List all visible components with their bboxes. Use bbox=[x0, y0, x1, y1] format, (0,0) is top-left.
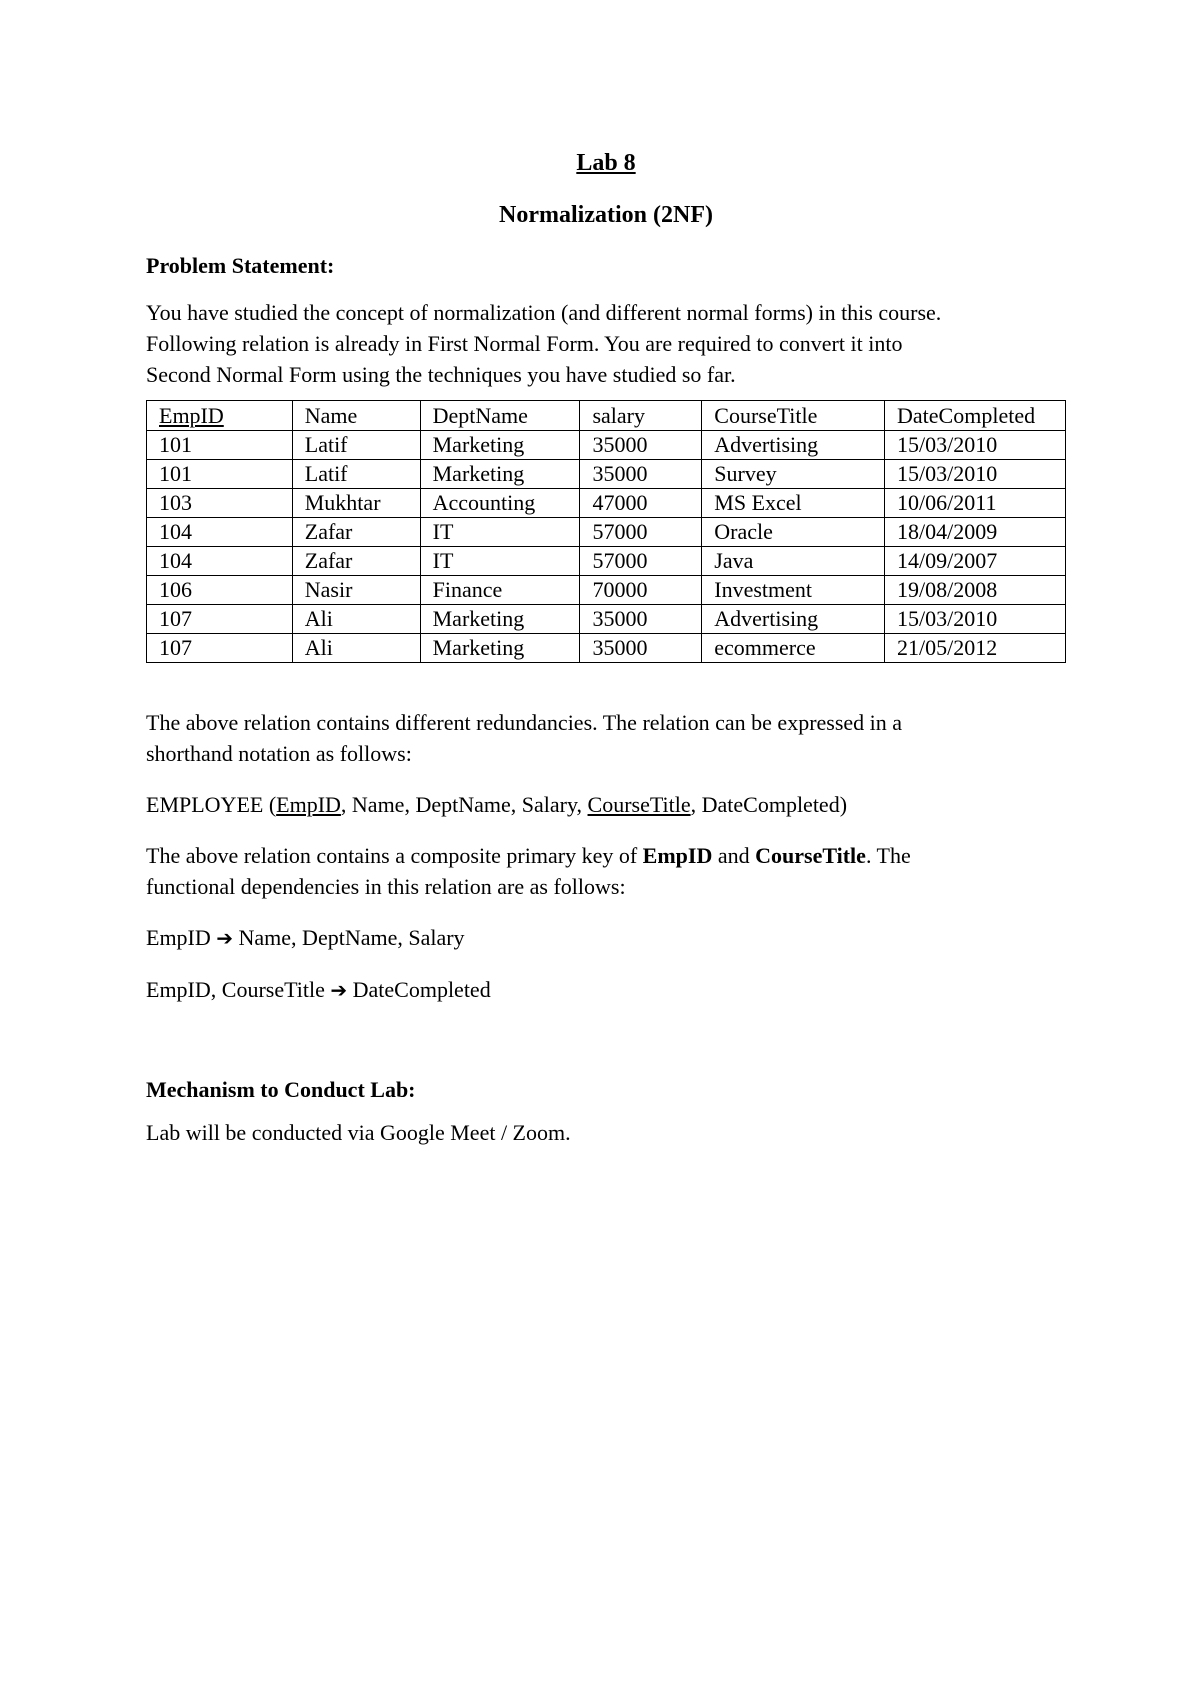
table-cell: Ali bbox=[292, 605, 420, 634]
table-cell: Marketing bbox=[420, 460, 580, 489]
table-cell: 18/04/2009 bbox=[885, 518, 1066, 547]
primary-key-empid: EmpID bbox=[276, 792, 341, 817]
table-cell: Finance bbox=[420, 576, 580, 605]
functional-dependency-2: EmpID, CourseTitle ➔ DateCompleted bbox=[146, 977, 491, 1002]
table-cell: Zafar bbox=[292, 518, 420, 547]
table-cell: 15/03/2010 bbox=[885, 605, 1066, 634]
column-header-deptname: DeptName bbox=[420, 401, 580, 431]
table-cell: IT bbox=[420, 518, 580, 547]
primary-key-paragraph bbox=[146, 840, 1066, 902]
table-row bbox=[147, 460, 1066, 489]
intro-line: Second Normal Form using the techniques you have studied so far. bbox=[146, 362, 736, 387]
mechanism-text: Lab will be conducted via Google Meet / Zoom. bbox=[146, 1120, 571, 1145]
table-cell: Latif bbox=[292, 431, 420, 460]
column-header-empid: EmpID bbox=[147, 401, 293, 431]
table-cell: Java bbox=[702, 547, 885, 576]
table-row bbox=[147, 518, 1066, 547]
intro-line: You have studied the concept of normalization (and different normal forms) in this course. bbox=[146, 300, 942, 325]
table-cell: Accounting bbox=[420, 489, 580, 518]
document-content bbox=[146, 148, 1066, 1148]
table-cell: 14/09/2007 bbox=[885, 547, 1066, 576]
table-header-row bbox=[147, 401, 1066, 431]
table-row bbox=[147, 489, 1066, 518]
table-cell: Survey bbox=[702, 460, 885, 489]
table-cell: Marketing bbox=[420, 431, 580, 460]
table-cell: 35000 bbox=[580, 431, 702, 460]
table-cell: Investment bbox=[702, 576, 885, 605]
intro-line: Following relation is already in First Normal Form. You are required to convert it into bbox=[146, 331, 903, 356]
column-header-name: Name bbox=[292, 401, 420, 431]
table-cell: 101 bbox=[147, 431, 293, 460]
column-header-salary: salary bbox=[580, 401, 702, 431]
problem-statement-heading: Problem Statement: bbox=[146, 253, 335, 278]
table-cell: 57000 bbox=[580, 547, 702, 576]
table-cell: Advertising bbox=[702, 431, 885, 460]
right-arrow-icon: ➔ bbox=[216, 926, 234, 950]
mechanism-heading: Mechanism to Conduct Lab: bbox=[146, 1077, 416, 1102]
table-cell: Marketing bbox=[420, 634, 580, 663]
table-cell: 70000 bbox=[580, 576, 702, 605]
table-cell: 101 bbox=[147, 460, 293, 489]
column-header-coursetitle: CourseTitle bbox=[702, 401, 885, 431]
table-row bbox=[147, 634, 1066, 663]
table-cell: 103 bbox=[147, 489, 293, 518]
redundancy-paragraph bbox=[146, 707, 1066, 769]
right-arrow-icon: ➔ bbox=[330, 978, 348, 1002]
table-cell: 107 bbox=[147, 605, 293, 634]
table-cell: Latif bbox=[292, 460, 420, 489]
primary-key-line: functional dependencies in this relation are as follows: bbox=[146, 874, 626, 899]
table-cell: 57000 bbox=[580, 518, 702, 547]
table-row bbox=[147, 605, 1066, 634]
table-cell: 21/05/2012 bbox=[885, 634, 1066, 663]
table-row bbox=[147, 431, 1066, 460]
page-title: Lab 8 bbox=[576, 150, 636, 176]
table-cell: 15/03/2010 bbox=[885, 460, 1066, 489]
primary-key-coursetitle: CourseTitle bbox=[587, 792, 691, 817]
table-cell: Ali bbox=[292, 634, 420, 663]
table-cell: 19/08/2008 bbox=[885, 576, 1066, 605]
table-cell: 35000 bbox=[580, 634, 702, 663]
functional-dependency-1: EmpID ➔ Name, DeptName, Salary bbox=[146, 925, 465, 950]
intro-paragraph bbox=[146, 297, 1066, 390]
shorthand-notation: EMPLOYEE (EmpID, Name, DeptName, Salary, CourseTitle, DateCompleted) bbox=[146, 792, 848, 817]
page-subtitle: Normalization (2NF) bbox=[499, 202, 713, 228]
table-cell: Mukhtar bbox=[292, 489, 420, 518]
table-cell: ecommerce bbox=[702, 634, 885, 663]
table-cell: 104 bbox=[147, 547, 293, 576]
table-cell: 35000 bbox=[580, 460, 702, 489]
table-row bbox=[147, 547, 1066, 576]
redundancy-line: The above relation contains different redundancies. The relation can be expressed in a bbox=[146, 710, 903, 735]
table-cell: MS Excel bbox=[702, 489, 885, 518]
primary-key-line: The above relation contains a composite primary key of EmpID and CourseTitle. The bbox=[146, 843, 911, 868]
redundancy-line: shorthand notation as follows: bbox=[146, 741, 412, 766]
table-cell: Marketing bbox=[420, 605, 580, 634]
table-cell: 15/03/2010 bbox=[885, 431, 1066, 460]
table-cell: 107 bbox=[147, 634, 293, 663]
table-cell: IT bbox=[420, 547, 580, 576]
table-cell: 106 bbox=[147, 576, 293, 605]
table-cell: Nasir bbox=[292, 576, 420, 605]
table-cell: Advertising bbox=[702, 605, 885, 634]
table-cell: 10/06/2011 bbox=[885, 489, 1066, 518]
employee-relation-table bbox=[146, 400, 1066, 663]
table-cell: 35000 bbox=[580, 605, 702, 634]
table-cell: Oracle bbox=[702, 518, 885, 547]
table-cell: 104 bbox=[147, 518, 293, 547]
table-cell: 47000 bbox=[580, 489, 702, 518]
column-header-datecompleted: DateCompleted bbox=[885, 401, 1066, 431]
table-row bbox=[147, 576, 1066, 605]
table-cell: Zafar bbox=[292, 547, 420, 576]
